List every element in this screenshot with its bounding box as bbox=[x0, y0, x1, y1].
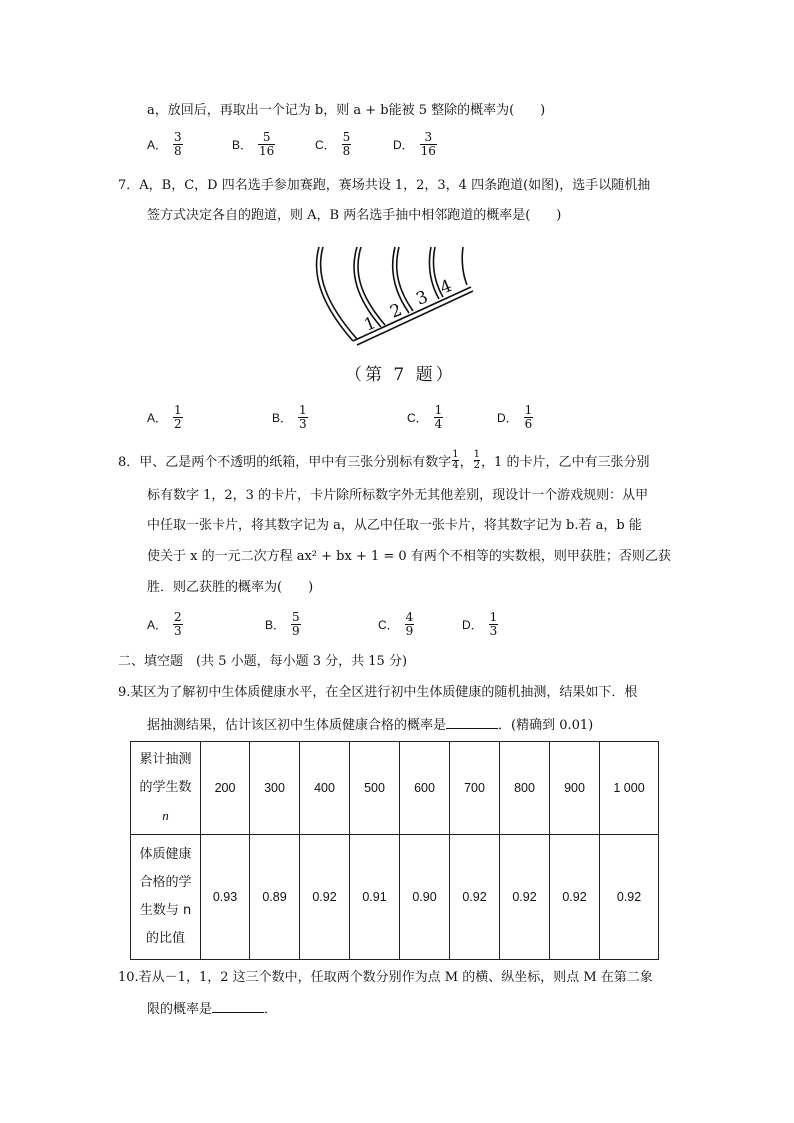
option-label: A． bbox=[147, 411, 168, 425]
q6-option-d[interactable] bbox=[393, 131, 439, 158]
table-cell: 0.91 bbox=[350, 835, 400, 960]
lane-number-2: 2 bbox=[387, 300, 405, 323]
inline-fraction-quarter: $\frac{1}{4}$ bbox=[452, 449, 459, 471]
option-label: A． bbox=[147, 618, 168, 632]
q8-option-d[interactable] bbox=[462, 611, 500, 638]
q10-text-line1: 10.若从－1，1，2 这三个数中，任取两个数分别作为点 M 的横、纵坐标，则点 M 在第二象 bbox=[118, 970, 653, 985]
option-label: D． bbox=[393, 138, 414, 152]
q10-text-line2: 限的概率是 ． bbox=[147, 998, 277, 1020]
q8-option-a[interactable] bbox=[147, 611, 185, 638]
q8-text-line1: 8．甲、乙是两个不透明的纸箱，甲中有三张分别标有数字 $\frac{1}{4}$ ， $\frac{1}{2}$ ，1 的卡片，乙中有三张分别 bbox=[118, 449, 650, 471]
q7-option-c[interactable] bbox=[407, 404, 445, 431]
option-label: C． bbox=[315, 138, 336, 152]
option-label: C． bbox=[407, 411, 428, 425]
q9-text-line2: 据抽测结果，估计该区初中生体质健康合格的概率是 ．(精确到 0.01) bbox=[147, 714, 593, 736]
table-cell: 0.92 bbox=[550, 835, 600, 960]
option-fraction: $\frac{5}{9}$ bbox=[292, 610, 300, 638]
option-label: C． bbox=[378, 618, 399, 632]
q8-option-c[interactable] bbox=[378, 611, 416, 638]
option-fraction: $\frac{3}{8}$ bbox=[174, 130, 182, 158]
table-cell: 0.92 bbox=[300, 835, 350, 960]
q8-option-b[interactable] bbox=[265, 611, 303, 638]
table-cell: 900 bbox=[550, 742, 600, 835]
q7-option-b[interactable] bbox=[272, 404, 310, 431]
option-label: D． bbox=[462, 618, 483, 632]
table-cell: 1 000 bbox=[600, 742, 659, 835]
table-row bbox=[131, 742, 659, 835]
q9-text-line1: 9.某区为了解初中生体质健康水平，在全区进行初中生体质健康的随机抽测，结果如下．根 bbox=[118, 685, 638, 700]
option-label: D． bbox=[497, 411, 518, 425]
table-cell: 300 bbox=[250, 742, 300, 835]
table-cell: 0.92 bbox=[450, 835, 500, 960]
q8-text-line5: 胜．则乙获胜的概率为( ) bbox=[147, 580, 314, 595]
table-row bbox=[131, 835, 659, 960]
option-fraction: $\frac{1}{6}$ bbox=[524, 403, 533, 431]
answer-blank[interactable] bbox=[446, 714, 498, 729]
option-fraction: $\frac{5}{8}$ bbox=[342, 130, 351, 158]
q7-text-line1: 7．A，B，C，D 四名选手参加赛跑，赛场共设 1，2，3，4 四条跑道(如图)，选手以随机抽 bbox=[118, 178, 651, 193]
lane-number-1: 1 bbox=[361, 313, 379, 336]
table-cell: 600 bbox=[400, 742, 450, 835]
lane-number-3: 3 bbox=[413, 287, 431, 310]
option-label: B． bbox=[232, 138, 253, 152]
table-cell: 400 bbox=[300, 742, 350, 835]
q8-text-line4: 使关于 x 的一元二次方程 ax² + bx + 1 = 0 有两个不相等的实数根，则甲获胜；否则乙获 bbox=[147, 549, 671, 564]
figure-caption: （第 7 题） bbox=[345, 365, 456, 385]
q8-text-line2: 标有数字 1，2，3 的卡片，卡片除所标数字外无其他差别，现设计一个游戏规则：从甲 bbox=[147, 488, 649, 503]
table-cell: 0.92 bbox=[500, 835, 550, 960]
option-fraction: $\frac{1}{3}$ bbox=[489, 610, 498, 638]
row-header-pass-ratio: 体质健康 合格的学 生数与 n 的比值 bbox=[131, 835, 201, 960]
table-cell: 200 bbox=[201, 742, 250, 835]
q8-text-line3: 中任取一张卡片，将其数字记为 a，从乙中任取一张卡片，将其数字记为 b.若 a，b 能 bbox=[147, 518, 642, 533]
q7-option-d[interactable] bbox=[497, 404, 535, 431]
option-fraction: $\frac{3}{16}$ bbox=[420, 130, 436, 158]
sampling-results-table bbox=[130, 741, 659, 960]
table-cell: 0.89 bbox=[250, 835, 300, 960]
row-header-sample-count: 累计抽测 的学生数 n bbox=[131, 742, 201, 835]
q7-text-line2: 签方式决定各自的跑道，则 A，B 两名选手抽中相邻跑道的概率是( ) bbox=[147, 208, 562, 223]
option-label: B． bbox=[265, 618, 286, 632]
option-fraction: $\frac{5}{16}$ bbox=[259, 130, 275, 158]
table-cell: 0.92 bbox=[600, 835, 659, 960]
option-label: B． bbox=[272, 411, 293, 425]
table-cell: 500 bbox=[350, 742, 400, 835]
q6-option-a[interactable] bbox=[147, 131, 185, 158]
option-fraction: $\frac{1}{4}$ bbox=[434, 403, 443, 431]
option-fraction: $\frac{2}{3}$ bbox=[174, 610, 182, 638]
section-heading-fill-in: 二、填空题 (共 5 小题，每小题 3 分，共 15 分) bbox=[118, 654, 408, 669]
option-label: A． bbox=[147, 138, 168, 152]
q6-option-c[interactable] bbox=[315, 131, 353, 158]
option-fraction: $\frac{1}{2}$ bbox=[174, 403, 182, 431]
q7-option-a[interactable] bbox=[147, 404, 185, 431]
answer-blank[interactable] bbox=[212, 998, 264, 1013]
table-cell: 700 bbox=[450, 742, 500, 835]
table-cell: 800 bbox=[500, 742, 550, 835]
option-fraction: $\frac{1}{3}$ bbox=[299, 403, 307, 431]
inline-fraction-half: $\frac{1}{2}$ bbox=[473, 449, 481, 471]
q6-text-line1: a，放回后，再取出一个记为 b，则 a + b能被 5 整除的概率为( ) bbox=[147, 103, 546, 118]
table-cell: 0.90 bbox=[400, 835, 450, 960]
option-fraction: $\frac{4}{9}$ bbox=[405, 610, 414, 638]
table-cell: 0.93 bbox=[201, 835, 250, 960]
running-track-figure bbox=[305, 245, 480, 350]
q6-option-b[interactable] bbox=[232, 131, 277, 158]
lane-number-4: 4 bbox=[437, 276, 455, 299]
